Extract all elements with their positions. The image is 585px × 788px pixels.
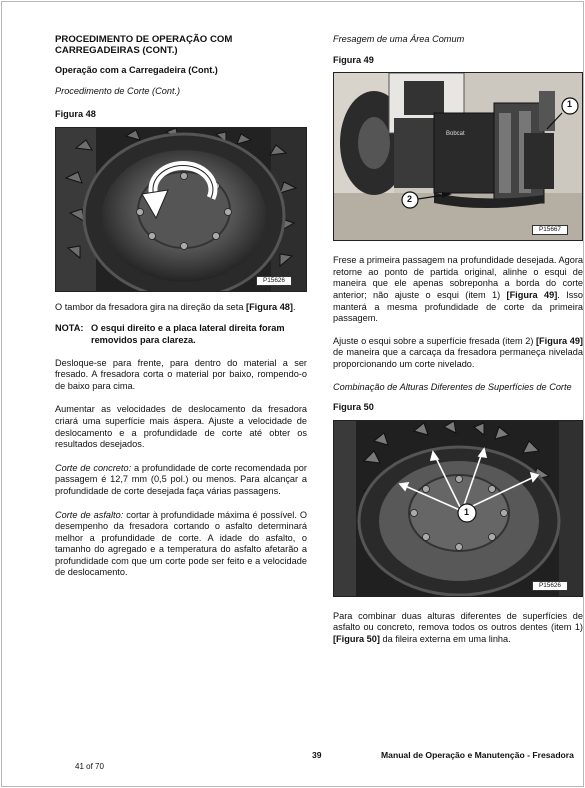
left-column [55,34,307,579]
paragraph-drum-rotation [55,302,307,314]
figure-50-image [333,420,583,597]
note-block [55,323,307,346]
callout-1-label: 1 [567,99,573,110]
manual-title: Manual de Operação e Manutenção - Fresadora [381,750,574,760]
figure-ref: [Figura 48] [246,301,293,312]
text: de maneira que a carcaça da fresadora permaneça nivelada proporcionando um corte nivelado. [333,347,583,369]
subheading: Operação com a Carregadeira (Cont.) [55,65,218,75]
note-text: O esqui direito e a placa lateral direita foram removidos para clareza. [91,323,285,345]
page-count: 41 of 70 [75,762,104,771]
note-label: NOTA: [55,323,84,334]
callout-50-label: 1 [464,506,470,517]
paragraph-asphalt-cutting [55,510,307,580]
figure-ref: [Figura 50] [333,633,380,644]
figure-ref: [Figura 49] [536,335,583,346]
italic-label: Corte de asfalto: [55,509,124,520]
drum-teeth-photo [334,421,583,597]
figure-49-tag: P15667 [532,225,568,235]
skid-steer-planer-photo [334,73,583,241]
paragraph-first-pass [333,255,583,325]
italic-subheading-common-area: Fresagem de uma Área Comum [333,34,465,44]
page-number: 39 [312,750,322,760]
callout-2-label: 2 [407,194,413,205]
italic-subheading-combination: Combinação de Alturas Diferentes de Superfícies de Corte [333,381,572,392]
paragraph-move-forward: Desloque-se para frente, para dentro do material a ser fresado. A fresadora corta o material por baixo, rompendo-o de baixo para cima. [55,357,307,391]
text: da fileira externa em uma linha. [379,633,511,644]
paragraph-concrete-cutting [55,463,307,498]
milling-drum-photo [56,128,307,292]
right-column [333,34,583,646]
text: . [292,301,296,312]
text: . Isso manterá a mesma profundidade de corte da primeira passagem. [333,289,583,324]
text: cortar à profundidade máxima é possível. O desempenho da fresadora cortando o asfalto determinará melhor a profundidade de corte. A idade do asfalto, o tamanho do agregado e a temperatura do asfalto afetarão a profundidade com que um corte pode ser feito e a velocidade de deslocamento. [55,509,307,578]
section-heading: PROCEDIMENTO DE OPERAÇÃO COM CARREGADEIRAS (CONT.) [55,34,233,56]
italic-subheading: Procedimento de Corte (Cont.) [55,85,181,96]
figure-48-image [55,127,307,292]
paragraph-combine-heights [333,611,583,646]
text: O tambor da fresadora gira na direção da seta [55,301,247,312]
figure-50-tag: P15626 [532,581,568,591]
figure-49-label: Figura 49 [333,54,374,65]
text: Frese a primeira passagem na profundidade desejada. Agora retorne ao ponto de partida original, alinhe o esqui de maneira que ele apenas sobreponha a borda do corte anterior; não ajuste o esqui (item 1) [333,255,583,300]
figure-49-image [333,72,583,241]
figure-50-label: Figura 50 [333,402,374,413]
brand-mark: Bobcat [446,131,465,138]
text: Ajuste o esqui sobre a superfície fresada (item 2) [333,335,536,346]
paragraph-adjust-ski [333,336,583,371]
figure-ref: [Figura 49] [506,289,558,300]
paragraph-travel-speed: Aumentar as velocidades de deslocamento da fresadora criará uma superfície mais áspera. Ajuste a velocidade de deslocamento e a profundidade de corte até obter os resultados desejados. [55,404,307,450]
text: a profundidade de corte recomendada por passagem é 12,7 mm (0,5 pol.) ou menos. Para alcançar a profundidade de corte desejada faça várias passagens. [55,462,307,496]
figure-48-label: Figura 48 [55,109,96,120]
italic-label: Corte de concreto: [55,462,132,473]
text: Para combinar duas alturas diferentes de superfícies de asfalto ou concreto, remova todos os outros dentes (item 1) [333,610,583,633]
figure-48-tag: P15626 [256,276,292,286]
